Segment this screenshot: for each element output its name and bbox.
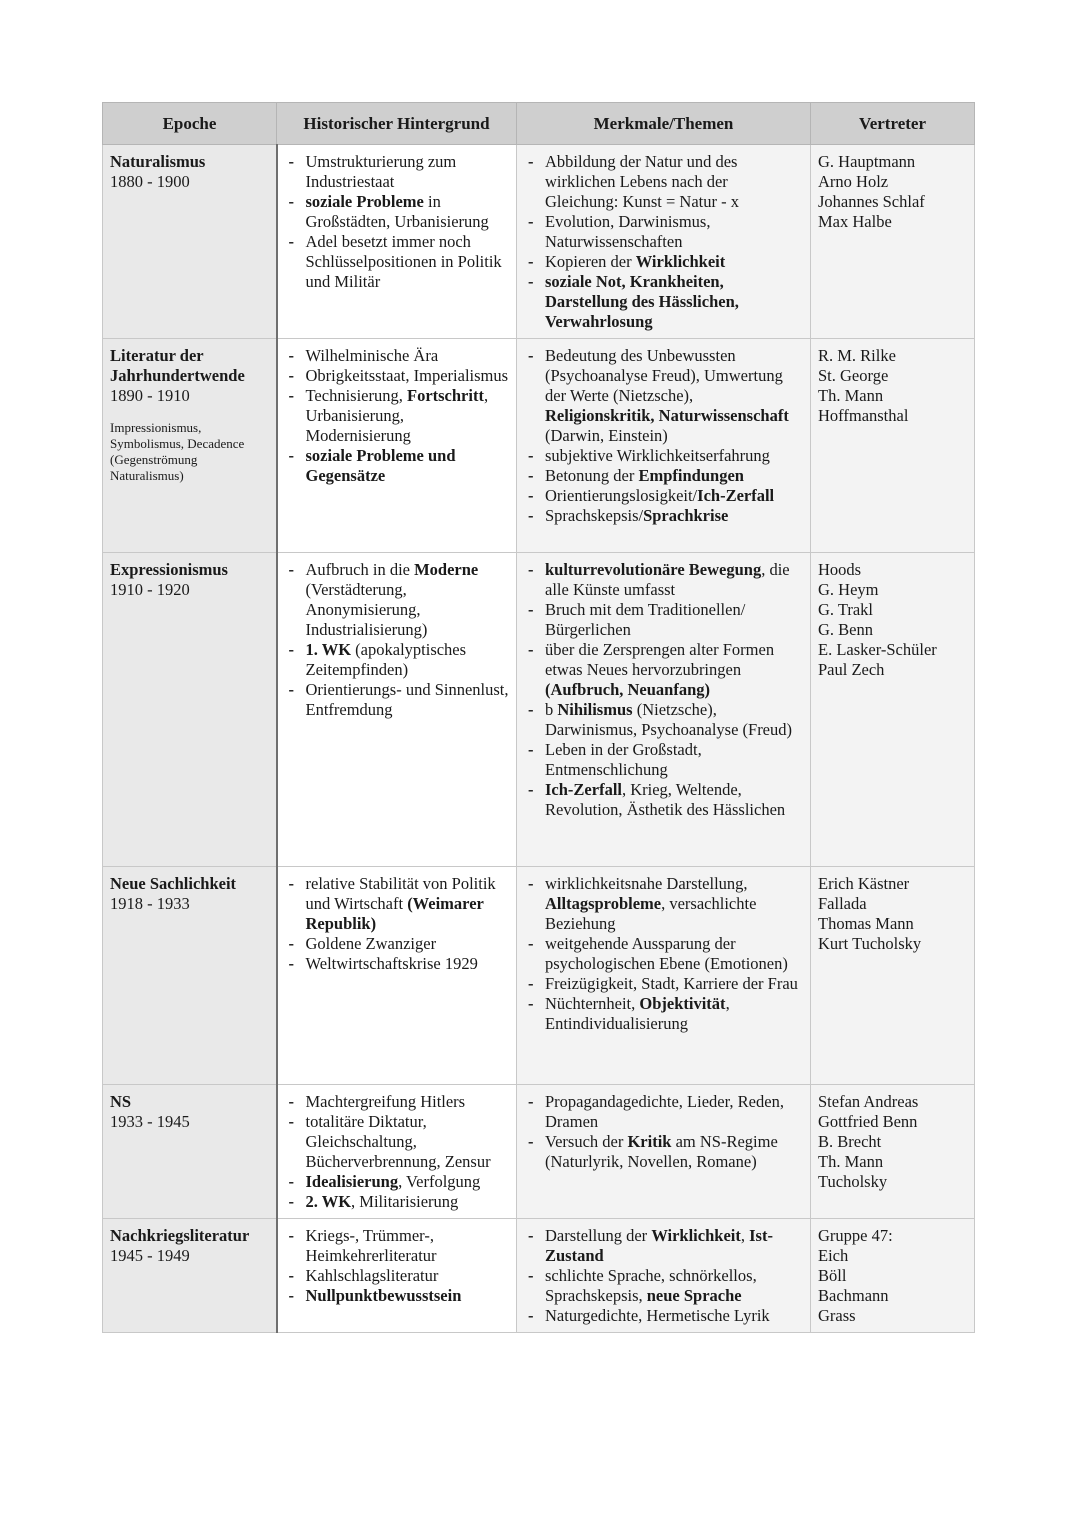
epoch-name: Literatur der Jahrhundertwende bbox=[110, 346, 245, 385]
author-name: Paul Zech bbox=[818, 660, 885, 679]
epoch-name: Neue Sachlichkeit bbox=[110, 874, 237, 893]
feature-item: - Propagandagedichte, Lieder, Reden, Dramen bbox=[524, 1092, 803, 1132]
feature-item: - Sprachskepsis/Sprachkrise bbox=[524, 506, 803, 526]
history-list bbox=[285, 874, 510, 974]
feature-item: - Kopieren der Wirklichkeit bbox=[524, 252, 803, 272]
author-name: Gruppe 47: bbox=[818, 1226, 893, 1245]
header-epoche: Epoche bbox=[103, 103, 277, 145]
history-cell bbox=[277, 145, 517, 339]
epoch-years: 1880 - 1900 bbox=[110, 172, 190, 191]
author-name: Th. Mann bbox=[818, 386, 884, 405]
feature-item: - Bedeutung des Unbewussten (Psychoanalyse Freud), Umwertung der Werte (Nietzsche), Religionskritik, Naturwissenschaft (Darwin, Einstein) bbox=[524, 346, 803, 446]
feature-list bbox=[524, 874, 803, 1034]
epoch-years: 1918 - 1933 bbox=[110, 894, 190, 913]
author-name: Arno Holz bbox=[818, 172, 889, 191]
epoch-cell bbox=[103, 867, 277, 1085]
feature-item: - Naturgedichte, Hermetische Lyrik bbox=[524, 1306, 803, 1326]
history-list bbox=[285, 1226, 510, 1306]
feature-item: - soziale Not, Krankheiten, Darstellung des Hässlichen, Verwahrlosung bbox=[524, 272, 803, 332]
table-body bbox=[103, 145, 975, 1333]
table-row bbox=[103, 1085, 975, 1219]
feature-item: - über die Zersprengen alter Formen etwas Neues hervorzubringen (Aufbruch, Neuanfang) bbox=[524, 640, 803, 700]
author-name: Bachmann bbox=[818, 1286, 889, 1305]
author-name: Hoods bbox=[818, 560, 862, 579]
author-name: St. George bbox=[818, 366, 889, 385]
epoch-cell bbox=[103, 553, 277, 867]
history-cell bbox=[277, 339, 517, 553]
epoch-note: Impressionismus, Symbolismus, Decadence (Gegenströmung Naturalismus) bbox=[110, 420, 245, 483]
feature-list bbox=[524, 152, 803, 332]
features-cell bbox=[517, 1219, 811, 1333]
history-item: - Weltwirtschaftskrise 1929 bbox=[285, 954, 510, 974]
epoch-name: Naturalismus bbox=[110, 152, 206, 171]
history-item: - soziale Probleme in Großstädten, Urbanisierung bbox=[285, 192, 510, 232]
epoch-cell bbox=[103, 145, 277, 339]
epoch-name: Nachkriegsliteratur bbox=[110, 1226, 250, 1245]
header-row bbox=[103, 103, 975, 145]
features-cell bbox=[517, 867, 811, 1085]
feature-list bbox=[524, 1226, 803, 1326]
table-row bbox=[103, 867, 975, 1085]
author-name: B. Brecht bbox=[818, 1132, 882, 1151]
header-historischer-hintergrund: Historischer Hintergrund bbox=[277, 103, 517, 145]
author-name: R. M. Rilke bbox=[818, 346, 896, 365]
table-row bbox=[103, 1219, 975, 1333]
history-item: - soziale Probleme und Gegensätze bbox=[285, 446, 510, 486]
history-item: - Nullpunktbewusstsein bbox=[285, 1286, 510, 1306]
header-merkmale-themen: Merkmale/Themen bbox=[517, 103, 811, 145]
author-name: Erich Kästner bbox=[818, 874, 910, 893]
feature-item: - weitgehende Aussparung der psychologischen Ebene (Emotionen) bbox=[524, 934, 803, 974]
features-cell bbox=[517, 553, 811, 867]
epoch-name: NS bbox=[110, 1092, 132, 1111]
author-name: Max Halbe bbox=[818, 212, 892, 231]
history-item: - Orientierungs- und Sinnenlust, Entfremdung bbox=[285, 680, 510, 720]
authors-cell bbox=[811, 1219, 975, 1333]
author-name: Grass bbox=[818, 1306, 856, 1325]
history-item: - Machtergreifung Hitlers bbox=[285, 1092, 510, 1112]
header-vertreter: Vertreter bbox=[811, 103, 975, 145]
history-item: - Umstrukturierung zum Industriestaat bbox=[285, 152, 510, 192]
feature-item: - Orientierungslosigkeit/Ich-Zerfall bbox=[524, 486, 803, 506]
history-item: - Obrigkeitsstaat, Imperialismus bbox=[285, 366, 510, 386]
feature-item: - Nüchternheit, Objektivität, Entindividualisierung bbox=[524, 994, 803, 1034]
epochs-table bbox=[102, 102, 975, 1333]
author-name: E. Lasker-Schüler bbox=[818, 640, 937, 659]
epoch-years: 1945 - 1949 bbox=[110, 1246, 190, 1265]
history-item: - Idealisierung, Verfolgung bbox=[285, 1172, 510, 1192]
history-item: - totalitäre Diktatur, Gleichschaltung, Bücherverbrennung, Zensur bbox=[285, 1112, 510, 1172]
author-name: Stefan Andreas bbox=[818, 1092, 919, 1111]
authors-cell bbox=[811, 145, 975, 339]
history-cell bbox=[277, 1085, 517, 1219]
history-list bbox=[285, 346, 510, 486]
feature-item: - b Nihilismus (Nietzsche), Darwinismus, Psychoanalyse (Freud) bbox=[524, 700, 803, 740]
authors-cell bbox=[811, 867, 975, 1085]
features-cell bbox=[517, 339, 811, 553]
feature-item: - Betonung der Empfindungen bbox=[524, 466, 803, 486]
feature-item: - Freizügigkeit, Stadt, Karriere der Frau bbox=[524, 974, 803, 994]
history-item: - 1. WK (apokalyptisches Zeitempfinden) bbox=[285, 640, 510, 680]
history-item: - Kahlschlagsliteratur bbox=[285, 1266, 510, 1286]
authors-cell bbox=[811, 1085, 975, 1219]
feature-item: - Leben in der Großstadt, Entmenschlichung bbox=[524, 740, 803, 780]
feature-item: - Bruch mit dem Traditionellen/ Bürgerlichen bbox=[524, 600, 803, 640]
author-name: Johannes Schlaf bbox=[818, 192, 925, 211]
feature-item: - Versuch der Kritik am NS-Regime (Naturlyrik, Novellen, Romane) bbox=[524, 1132, 803, 1172]
history-item: - Adel besetzt immer noch Schlüsselpositionen in Politik und Militär bbox=[285, 232, 510, 292]
history-cell bbox=[277, 867, 517, 1085]
epoch-cell bbox=[103, 339, 277, 553]
epoch-years: 1890 - 1910 bbox=[110, 386, 190, 405]
feature-item: - Darstellung der Wirklichkeit, Ist-Zustand bbox=[524, 1226, 803, 1266]
feature-item: - Ich-Zerfall, Krieg, Weltende, Revolution, Ästhetik des Hässlichen bbox=[524, 780, 803, 820]
history-item: - Aufbruch in die Moderne (Verstädterung, Anonymisierung, Industrialisierung) bbox=[285, 560, 510, 640]
history-item: - Wilhelminische Ära bbox=[285, 346, 510, 366]
feature-item: - Evolution, Darwinismus, Naturwissenschaften bbox=[524, 212, 803, 252]
history-item: - Technisierung, Fortschritt, Urbanisierung, Modernisierung bbox=[285, 386, 510, 446]
author-name: Kurt Tucholsky bbox=[818, 934, 922, 953]
features-cell bbox=[517, 1085, 811, 1219]
authors-cell bbox=[811, 339, 975, 553]
author-name: Thomas Mann bbox=[818, 914, 914, 933]
epoch-name: Expressionismus bbox=[110, 560, 228, 579]
author-name: Tucholsky bbox=[818, 1172, 888, 1191]
history-list bbox=[285, 560, 510, 720]
feature-list bbox=[524, 1092, 803, 1172]
table-row bbox=[103, 553, 975, 867]
author-name: Fallada bbox=[818, 894, 867, 913]
features-cell bbox=[517, 145, 811, 339]
epoch-cell bbox=[103, 1219, 277, 1333]
author-name: G. Heym bbox=[818, 580, 879, 599]
author-name: G. Trakl bbox=[818, 600, 874, 619]
history-list bbox=[285, 152, 510, 292]
author-name: G. Benn bbox=[818, 620, 873, 639]
history-cell bbox=[277, 553, 517, 867]
feature-item: - wirklichkeitsnahe Darstellung, Alltagsprobleme, versachlichte Beziehung bbox=[524, 874, 803, 934]
author-name: Th. Mann bbox=[818, 1152, 884, 1171]
feature-item: - schlichte Sprache, schnörkellos, Sprachskepsis, neue Sprache bbox=[524, 1266, 803, 1306]
history-item: - Kriegs-, Trümmer-, Heimkehrerliteratur bbox=[285, 1226, 510, 1266]
table-row bbox=[103, 145, 975, 339]
history-cell bbox=[277, 1219, 517, 1333]
feature-item: - subjektive Wirklichkeitserfahrung bbox=[524, 446, 803, 466]
author-name: G. Hauptmann bbox=[818, 152, 916, 171]
author-name: Gottfried Benn bbox=[818, 1112, 918, 1131]
history-item: - relative Stabilität von Politik und Wirtschaft (Weimarer Republik) bbox=[285, 874, 510, 934]
authors-cell bbox=[811, 553, 975, 867]
history-item: - Goldene Zwanziger bbox=[285, 934, 510, 954]
epoch-cell bbox=[103, 1085, 277, 1219]
epoch-years: 1910 - 1920 bbox=[110, 580, 190, 599]
feature-list bbox=[524, 560, 803, 820]
history-item: - 2. WK, Militarisierung bbox=[285, 1192, 510, 1212]
author-name: Eich bbox=[818, 1246, 849, 1265]
author-name: Hoffmansthal bbox=[818, 406, 909, 425]
epoch-years: 1933 - 1945 bbox=[110, 1112, 190, 1131]
table-row bbox=[103, 339, 975, 553]
author-name: Böll bbox=[818, 1266, 847, 1285]
history-list bbox=[285, 1092, 510, 1212]
feature-list bbox=[524, 346, 803, 526]
feature-item: - Abbildung der Natur und des wirklichen Lebens nach der Gleichung: Kunst = Natur - x bbox=[524, 152, 803, 212]
feature-item: - kulturrevolutionäre Bewegung, die alle Künste umfasst bbox=[524, 560, 803, 600]
